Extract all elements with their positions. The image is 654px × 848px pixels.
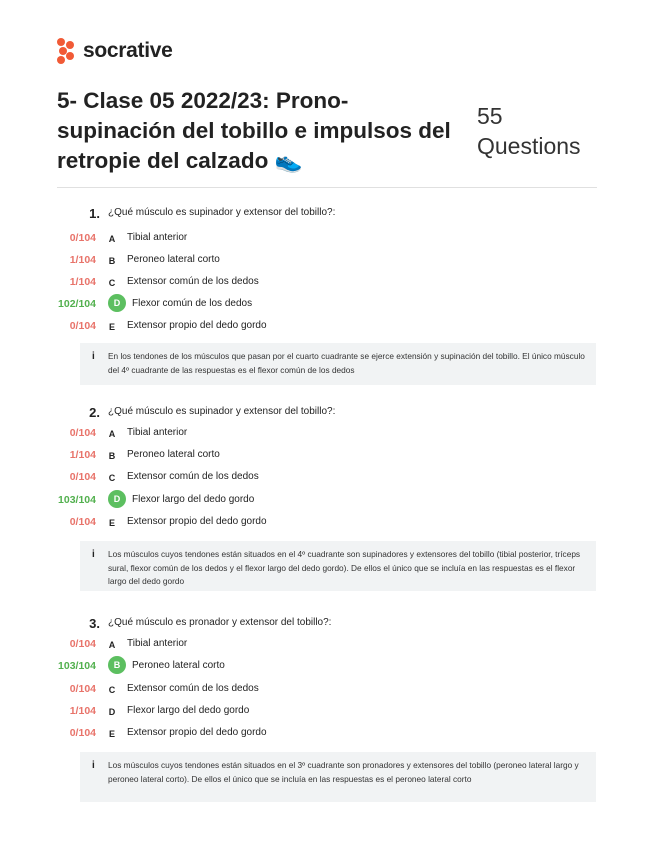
answer-letter: E [108, 518, 115, 528]
answer-letter: B [108, 256, 116, 266]
info-icon: i [92, 351, 95, 362]
answer-text: Peroneo lateral corto [127, 449, 220, 460]
answer-count: 0/104 [69, 516, 96, 528]
answer-row [0, 679, 654, 699]
answer-letter: A [108, 234, 116, 244]
explanation-box [80, 343, 596, 385]
answer-count: 1/104 [69, 254, 96, 266]
quiz-title: 5- Clase 05 2022/23: Prono-supinación del tobillo e impulsos del retropie del calzado 👟 [57, 88, 451, 173]
answer-row [0, 423, 654, 443]
explanation-text: Los músculos cuyos tendones están situados en el 3º cuadrante son pronadores y extensores del tobillo (peroneo lateral largo y peroneo lateral corto). De ellos el único que se incluía en las respuestas es el peroneo lateral corto [108, 760, 579, 784]
answer-row [0, 512, 654, 532]
answer-letter: A [108, 429, 116, 439]
answer-count: 0/104 [69, 320, 96, 332]
info-icon: i [92, 549, 95, 560]
answer-row [0, 272, 654, 292]
answer-count: 103/104 [58, 660, 96, 672]
brand-name: socrative [83, 39, 173, 62]
answer-row [0, 701, 654, 721]
correct-answer-badge: B [108, 656, 126, 674]
question-number: 3. [89, 616, 100, 631]
answer-text: Tibial anterior [127, 427, 188, 438]
answer-letter: C [108, 278, 116, 288]
question-text: ¿Qué músculo es pronador y extensor del tobillo?: [108, 617, 332, 628]
answer-count: 0/104 [69, 471, 96, 483]
answer-count: 0/104 [69, 232, 96, 244]
answer-row-correct [0, 294, 654, 314]
explanation-text: Los músculos cuyos tendones están situados en el 4º cuadrante son supinadores y extensores del tobillo (tibial posterior, tríceps sural, flexor común de los dedos y el flexor largo del dedo gordo). De ellos el único que se incluía en las respuestas es el flexor largo del dedo gordo [108, 549, 581, 586]
answer-row [0, 467, 654, 487]
answer-count: 0/104 [69, 727, 96, 739]
explanation-box [80, 541, 596, 591]
answer-count: 0/104 [69, 427, 96, 439]
answer-text: Tibial anterior [127, 638, 188, 649]
answer-text: Extensor propio del dedo gordo [127, 320, 267, 331]
answer-count: 1/104 [69, 705, 96, 717]
answer-count: 0/104 [69, 683, 96, 695]
header-divider [57, 187, 597, 188]
question-text: ¿Qué músculo es supinador y extensor del tobillo?: [108, 406, 336, 417]
question-number: 2. [89, 405, 100, 420]
answer-text: Extensor común de los dedos [127, 471, 259, 482]
question-count-label: Questions [477, 133, 581, 159]
answer-letter: E [108, 322, 115, 332]
answer-letter: D [108, 707, 116, 717]
answer-letter: B [108, 451, 116, 461]
question-header [0, 405, 654, 423]
answer-row [0, 250, 654, 270]
correct-answer-badge: D [108, 490, 126, 508]
question-header [0, 616, 654, 634]
answer-count: 0/104 [69, 638, 96, 650]
socrative-logo-icon [57, 38, 79, 64]
answer-letter: C [108, 473, 116, 483]
question-count [477, 101, 581, 161]
question-count-number: 55 [477, 103, 503, 129]
question-text: ¿Qué músculo es supinador y extensor del tobillo?: [108, 207, 336, 218]
question-header [0, 206, 654, 224]
answer-row [0, 228, 654, 248]
answer-text: Extensor propio del dedo gordo [127, 516, 267, 527]
answer-row [0, 445, 654, 465]
answer-row-correct [0, 490, 654, 510]
answer-text: Flexor largo del dedo gordo [127, 705, 250, 716]
answer-text: Extensor común de los dedos [127, 276, 259, 287]
answer-text: Peroneo lateral corto [132, 660, 225, 671]
answer-text: Extensor común de los dedos [127, 683, 259, 694]
info-icon: i [92, 760, 95, 771]
answer-text: Tibial anterior [127, 232, 188, 243]
answer-count: 1/104 [69, 449, 96, 461]
answer-row [0, 723, 654, 743]
answer-letter: C [108, 685, 116, 695]
answer-count: 102/104 [58, 298, 96, 310]
correct-answer-badge: D [108, 294, 126, 312]
explanation-box [80, 752, 596, 802]
answer-row [0, 316, 654, 336]
explanation-text: En los tendones de los músculos que pasan por el cuarto cuadrante se ejerce extensión y supinación del tobillo. El único músculo del 4º cuadrante de las respuestas es el flexor común de los dedos [108, 351, 585, 375]
answer-text: Flexor largo del dedo gordo [132, 494, 255, 505]
answer-count: 1/104 [69, 276, 96, 288]
answer-text: Flexor común de los dedos [132, 298, 253, 309]
answer-row [0, 634, 654, 654]
question-number: 1. [89, 206, 100, 221]
socrative-logo [57, 38, 173, 64]
answer-count: 103/104 [58, 494, 96, 506]
answer-letter: E [108, 729, 115, 739]
answer-text: Extensor propio del dedo gordo [127, 727, 267, 738]
answer-row-correct [0, 656, 654, 676]
answer-text: Peroneo lateral corto [127, 254, 220, 265]
answer-letter: A [108, 640, 116, 650]
